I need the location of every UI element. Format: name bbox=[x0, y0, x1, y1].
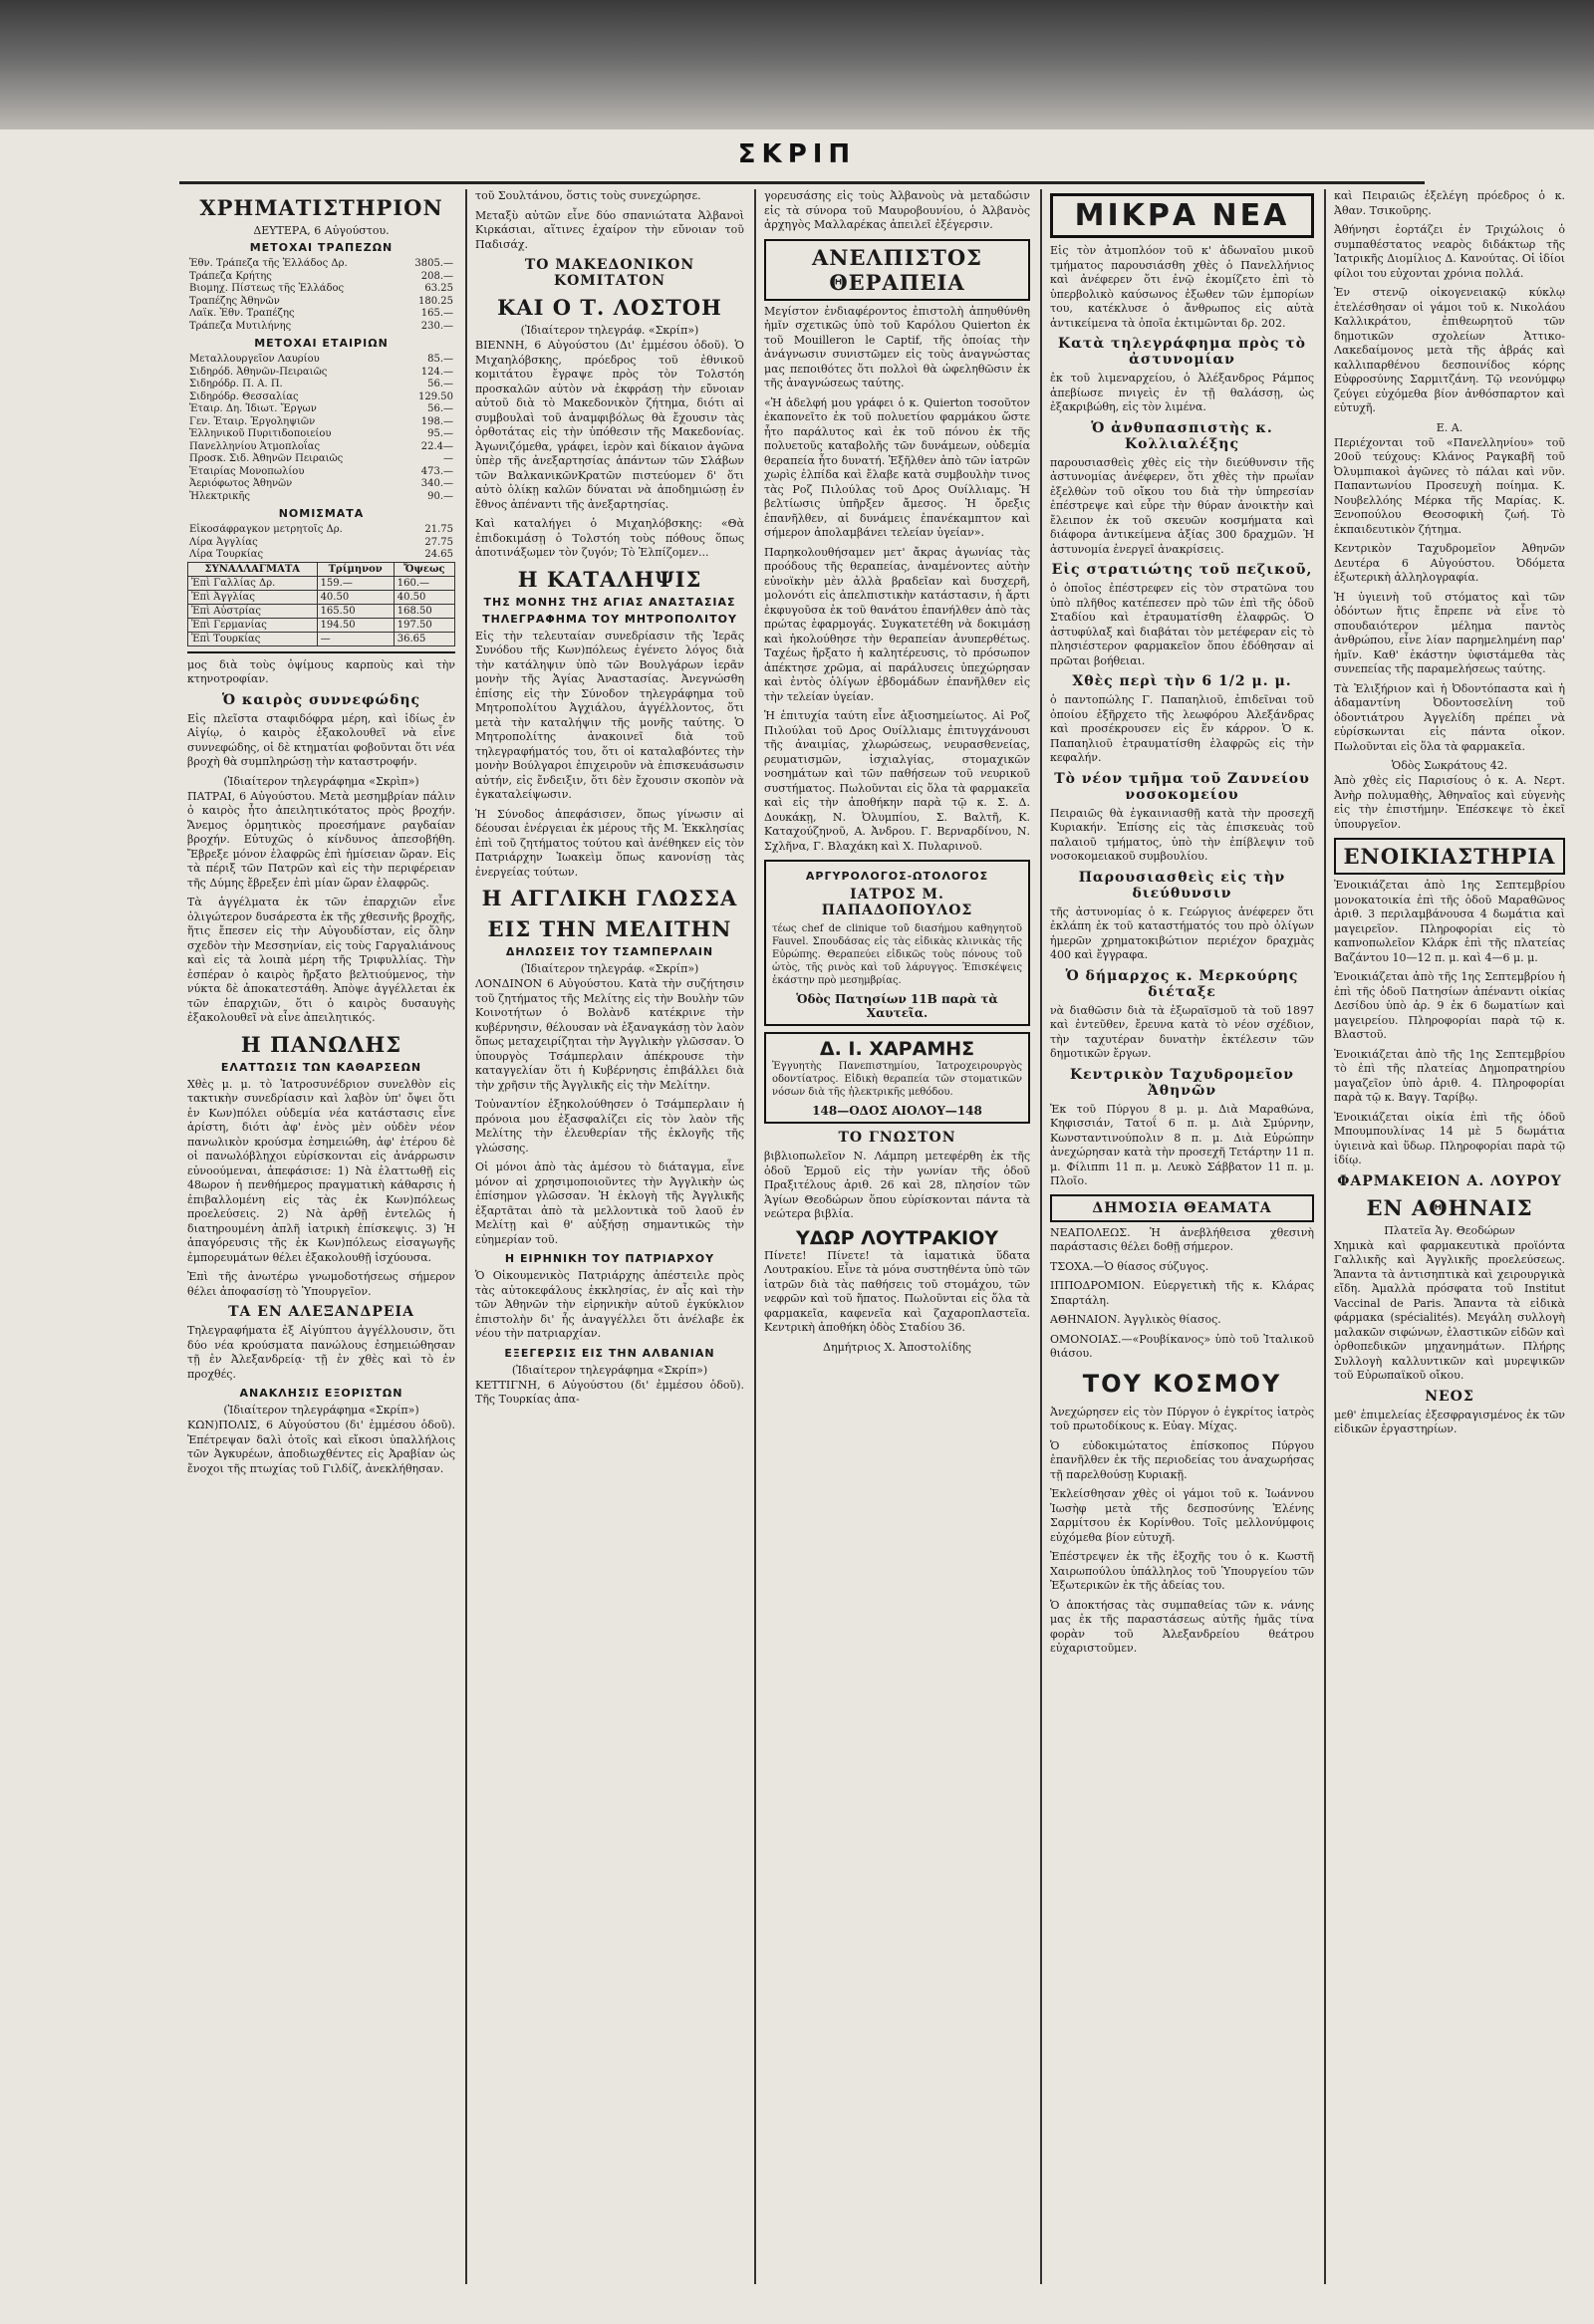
ad-address: Ὁδὸς Πατησίων 11Β παρὰ τὰ Χαυτεῖα. bbox=[796, 992, 998, 1020]
article-text: Ἐπέστρεψεν ἐκ τῆς ἐξοχῆς του ὁ κ. Κωστῆ Χαιρωπούλου ὑπάλληλος τοῦ Ὑπουργείου τῶν Ἐξωτερικῶν ἐκ τῆς ἀδείας του. bbox=[1050, 1550, 1314, 1592]
scanned-top-margin bbox=[0, 0, 1594, 129]
item-value: 27.75 bbox=[424, 536, 453, 548]
item-name: Ἠλεκτρικῆς bbox=[189, 490, 250, 502]
fx-sight: 36.65 bbox=[394, 632, 454, 646]
article-text: Ἀθήνησι ἑορτάζει ἐν Τριχώλοις ὁ συμπαθέστατος νεαρὸς διδάκτωρ τῆς Ἰατρικῆς Διομίλιος Δ. Κανούτας. Οἱ ἰδίοι φίλοι του εὐχονται χρόνια πολλά. bbox=[1334, 223, 1565, 280]
bank-row bbox=[187, 296, 455, 309]
fx-three-month: 165.50 bbox=[317, 604, 394, 618]
pharmacy-city: ΕΝ ΑΘΗΝΑΙΣ bbox=[1366, 1194, 1533, 1220]
coins-table bbox=[187, 524, 455, 562]
theatres-list bbox=[1050, 1226, 1314, 1362]
subheading: Ὁ ἀνθυπασπιστὴς κ. Κολλιαλέξης bbox=[1091, 419, 1273, 452]
coin-row bbox=[187, 537, 455, 550]
pharmacy-heading: ΦΑΡΜΑΚΕΙΟΝ Α. ΛΟΥΡΟΥ bbox=[1337, 1172, 1562, 1189]
company-row bbox=[187, 453, 455, 466]
article-text: Ὁ ἀποκτήσας τὰς συμπαθείας τῶν κ. νάνης μας ἐκ τῆς παραστάσεως αὐτῆς ἡμᾶς τίνα φορὰν τοῦ Ἀλεξανδρείου θεάτρου εὐχαριστοῦμεν. bbox=[1050, 1598, 1314, 1655]
item-name: Ἑταιρίας Μονοπωλίου bbox=[189, 465, 305, 477]
society-heading: ΤΟΥ ΚΟΣΜΟΥ bbox=[1082, 1369, 1282, 1398]
item-name: Βιομηχ. Πίστεως τῆς Ἑλλάδος bbox=[189, 283, 345, 294]
company-row bbox=[187, 416, 455, 429]
item-name: Λίρα Τουρκίας bbox=[189, 549, 264, 560]
byline: (Ἰδιαίτερον τηλεγράφημα «Σκρὶπ») bbox=[223, 774, 419, 788]
stock-exchange-date: ΔΕΥΤΕΡΑ, 6 Αὐγούστου. bbox=[253, 224, 390, 237]
plague-subheading: ΕΛΑΤΤΩΣΙΣ ΤΩΝ ΚΑΘΑΡΣΕΩΝ bbox=[220, 1060, 422, 1074]
subheading: Χθὲς περὶ τὴν 6 1/2 μ. μ. bbox=[1072, 673, 1292, 689]
rentals-list bbox=[1334, 879, 1565, 1168]
article-text: Ἐν στενῷ οἰκογενειακῷ κύκλῳ ἐτελέσθησαν οἱ γάμοι τοῦ κ. Νικολάου Καλλικράτου, ἐπιθεωρητοῦ τῶν δημοτικῶν σχολείων Ἀττικο-Λακεδαίμονος μετὰ τῆς ἀβράς καὶ καλλιπαρθένου δεσποινίδος κόρης Εὐφροσύνης Σαρμιτζάνη. Τῷ νεονύμφῳ ζεύγει εὐχόμεθα βίον ἀνθόσπαρτον καὶ εὐτυχῆ. bbox=[1334, 286, 1565, 414]
patriarch-heading: Η ΕΙΡΗΝΙΚΗ ΤΟΥ ΠΑΤΡΙΑΡΧΟΥ bbox=[504, 1252, 715, 1265]
article-text: μος διὰ τοὺς ὀψίμους καρποὺς καὶ τὴν κτηνοτροφίαν. bbox=[187, 657, 455, 685]
fx-sight: 197.50 bbox=[394, 618, 454, 632]
item-name: Τραπέζης Ἀθηνῶν bbox=[189, 295, 280, 307]
article-text: «Ἡ ἀδελφή μου γράφει ὁ κ. Quierton τοσοῦτον ἐκαπονεῖτο ἐκ τοῦ πολυετίου φαρμάκου ὥστε ἦτο παράλυτος καὶ ἐκ τοῦ πόνου ἐκ τῆς πολυετοῦς καταβολῆς τῶν δυνάμεων, οὐδεμία θεραπεία ἦτο δυνατή. Ἐξῆλθεν ἀπὸ τῶν ἰατρῶν χωρὶς ἐλπίδα καὶ ἔλαβε κατὰ συμβουλὴν τινος τὰς Ροζ Πιλούλας τοῦ Δρος Ουίλλιαμς. Ἡ βελτίωσις ὑπῆρξεν ἄμεσος. Ἡ ὄρεξις ἐπανῆλθεν, αἱ δυνάμεις ἐπανέκαμπτον καὶ σήμερον ἀπολαμβάνει τελείαν ὑγείαν». bbox=[764, 395, 1030, 539]
exiles-heading: ΑΝΑΚΛΗΣΙΣ ΕΞΟΡΙΣΤΩΝ bbox=[239, 1387, 403, 1400]
subheading: Κατὰ τηλεγράφημα πρὸς τὸ ἀστυνομίαν bbox=[1057, 336, 1307, 368]
item-value: 22.4— bbox=[420, 440, 453, 452]
fx-three-month: 40.50 bbox=[317, 590, 394, 604]
dentist-advertisement bbox=[764, 1032, 1030, 1124]
item-name: Γεν. Ἑταιρ. Ἐργοληψιῶν bbox=[189, 415, 316, 427]
macedonian-committee-heading: ΤΟ ΜΑΚΕΔΟΝΙΚΟΝ ΚΟΜΙΤΑΤΟΝ bbox=[524, 257, 695, 289]
fx-sight: 160.— bbox=[394, 576, 454, 590]
article-text: Χημικὰ καὶ φαρμακευτικὰ προϊόντα Γαλλικῆς καὶ Ἀγγλικῆς προελεύσεως. Ἅπαντα τὰ ἀντισηπτικὰ καὶ χειρουργικὰ εἴδη. Ἀμαλλὰ πρόσφατα τοῦ Institut Vaccinal de Paris. Ἅπαντα τὰ εἰδικὰ φάρμακα (spécialités). Μεγάλη συλλογὴ μαλακῶν σιφώνων, ἐλαστικῶν εἰδῶν καὶ ὀρθοπεδικῶν μηχανημάτων. Πλήρης Συλλογὴ καλλυντικῶν καὶ μυρεψικῶν τοῦ Εὐρωπαϊκοῦ οἴκου. bbox=[1334, 1238, 1565, 1382]
short-news-heading: ΜΙΚΡΑ ΝΕΑ bbox=[1050, 193, 1314, 238]
item-name: Μεταλλουργεῖον Λαυρίου bbox=[189, 354, 320, 365]
article-text: ὁ παντοπώλης Γ. Παπαηλιοῦ, ἐπιδεῖναι τοῦ ὀποίου ἐξῆρχετο τῆς λεωφόρου Ἀλεξάνδρας καὶ προσέκρουσεν εἰς ἕν κάρρον. Ὁ κ. Παπαηλιοῦ ἐτραυματίσθη ἐλαφρῶς εἰς τὴν κεφαλήν. bbox=[1050, 693, 1314, 764]
article-text: γορευσάσης εἰς τοὺς Ἀλβανοὺς νὰ μεταδώσιν εἰς τὰ σύνορα τοῦ Μαυροβουνίου, ὁ Ἀλβανὸς ἀρχηγὸς Μαλλαρέκας ἀπειλεῖ ἐξέγερσιν. bbox=[764, 189, 1030, 231]
column-5 bbox=[1324, 189, 1573, 2284]
ad-address: 148—ΟΔΟΣ ΑΙΟΛΟΥ—148 bbox=[812, 1104, 982, 1118]
subheading: ΝΕΟΣ bbox=[1425, 1388, 1474, 1405]
theatre-listing: ΑΘΗΝΑΙΟΝ. Ἀγγλικὸς θίασος. bbox=[1050, 1313, 1221, 1326]
article-text: ΛΟΝΔΙΝΟΝ 6 Αὐγούστου. Κατὰ τὴν συζήτησιν τοῦ ζητήματος τῆς Μελίτης εἰς τὴν Βουλὴν τῶν Κοινοτήτων ὁ Βολὰνδ κατέκρινε τὴν κυβέρνησιν, θέλουσαν νὰ ἐξαναγκάσῃ τὸν λαὸν ὅπως μεταχειρίζηται τὴν Ἀγγλικὴν γλῶσσαν. Ὁ ὑπουργὸς Τσάμπερλαιν ἀπέκρουσε τὴν καταγγελίαν ὅτι ἡ Κυβέρνησις ἐπιβάλλει διὰ τὴν χρῆσιν τῆς Ἀγγλικῆς εἰς τὴν Μελίτην. bbox=[475, 977, 744, 1092]
item-value: 129.50 bbox=[418, 390, 453, 402]
item-value: 56.— bbox=[427, 379, 453, 389]
article-text: Παρηκολουθήσαμεν μετ' ἄκρας ἀγωνίας τὰς προόδους τῆς θεραπείας, ἀναμένοντες αὐτὴν εὐνοϊκὴν μὲν ἀλλὰ βραδεῖαν καὶ δυσχερῆ, μολονότι εἰς ἀπελπιστικὴν κατάστασιν, ἡ ἄρτι ἐκφυγοῦσα ἐκ τοῦ θανάτου ἐπανήλθεν ἀπὸ τὰς πρώτας ἐφαρμογάς. Συγκατετέθη νὰ δοκιμάσῃ καὶ ἠκολούθησε τὴν θεραπείαν ἀνυπερθέτως. Ταχέως ἤρξατο ἡ καλητέρευσις, τὸ πρόσωπον ἀπέκτησε χρῶμα, αἱ παράλυσεις ὑπεχώρησαν καὶ ἐντὸς ὀλίγων ἑβδομάδων ἐπανῆλθεν εἰς τὴν τελείαν ὑγείαν. bbox=[764, 545, 1030, 703]
fx-currency: Ἐπὶ Τουρκίας bbox=[188, 632, 318, 646]
rental-listing: Ἐνοικιάζεται ἀπὸ τῆς 1ης Σεπτεμβρίου ἡ ἐπὶ τῆς ὁδοῦ Πατησίων ἀπέναντι οἰκίας Δεσίδου ὑπὸ ἀρ. 9 ἐκ 6 δωματίων καὶ μαγειρείου. Πληροφορίαι παρὰ τῷ κ. Βλαστοῦ. bbox=[1334, 970, 1565, 1041]
malta-heading: ΕΙΣ ΤΗΝ ΜΕΛΙΤΗΝ bbox=[487, 916, 732, 941]
bookshop-heading: ΤΟ ΓΝΩΣΤΟΝ bbox=[838, 1130, 956, 1146]
item-value: 165.— bbox=[420, 308, 453, 319]
article-text: Ἡ ἐπιτυχία ταύτη εἶνε ἀξιοσημείωτος. Αἱ Ροζ Πιλούλαι τοῦ Δρος Ουίλλιαμς ἐπιτυγχάνουσι τῆς ἀναιμίας, χλωρώσεως, νευρασθενείας, ρευματισμῶν, ἰσχιαλγίας, στομαχικῶν νοσημάτων καὶ τῶν παθήσεων τοῦ νευρικοῦ συστήματος. Πωλοῦνται εἰς ὅλα τὰ φαρμακεῖα καὶ εἰς τὴν ἀποθήκην παρὰ τῷ κ. Σ. Δ. Δουκάκῃ, Ν. Ὀλυμπίου, Σ. Βαλτῆ, Κ. Καταχούζηνοῦ, Α. Ἀνδρου. Γ. Βερναρδίνου, Ν. Σχλῆνα, Γ. Βλαχάκη καὶ Χ. Πυλαρινοῦ. bbox=[764, 709, 1030, 853]
item-name: Ἑταιρ. Δη. Ἰδιωτ. Ἔργων bbox=[189, 403, 317, 414]
theatre-listing: ΟΜΟΝΟΙΑΣ.—«Ρουβίκανος» ὑπὸ τοῦ Ἰταλικοῦ θιάσου. bbox=[1050, 1332, 1314, 1360]
signature: Δημήτριος Χ. Ἀποστολίδης bbox=[823, 1340, 971, 1354]
item-value: 90.— bbox=[427, 490, 453, 502]
exchange-table bbox=[187, 562, 455, 646]
public-shows-heading: ΔΗΜΟΣΙΑ ΘΕΑΜΑΤΑ bbox=[1050, 1194, 1314, 1222]
item-value: 95.— bbox=[427, 428, 453, 439]
item-value: 85.— bbox=[427, 354, 453, 365]
item-name: Λαϊκ. Ἐθν. Τραπέζης bbox=[189, 308, 295, 319]
signature: Ε. Α. bbox=[1436, 420, 1463, 434]
article-text: βιβλιοπωλεῖον Ν. Λάμπρη μετεφέρθη ἐκ τῆς ὁδοῦ Ἑρμοῦ εἰς τὴν γωνίαν τῆς ὁδοῦ Πραξιτέλους ἀριθ. 26 καὶ 28, πλησίον τῶν Ἁγίων Θεοδώρων ὅπου εὑρίσκονται πάντα τὰ νεώτερα βιβλία. bbox=[764, 1150, 1030, 1220]
ad-dentist-name: Δ. Ι. ΧΑΡΑΜΗΣ bbox=[819, 1038, 975, 1060]
column-3 bbox=[754, 189, 1038, 2284]
subheading: Παρουσιασθεὶς εἰς τὴν διεύθυνσιν bbox=[1078, 869, 1286, 902]
masthead-rule bbox=[179, 181, 1425, 184]
article-text: Εἰς τὴν τελευταίαν συνεδρίασιν τῆς Ἱερᾶς Συνόδου τῆς Κων)πόλεως ἐγένετο λόγος διὰ τὴν κατάληψιν ὑπὸ τῶν Βουλγάρων ἱερᾶν μονὴν τῆς Ἁγίας Ἀναστασίας. Ἀνεγνώσθη ἐπίσης εἰς τὴν Σύνοδον τηλεγράφημα τοῦ Μητροπολίτου Ἀγχιάλου, ἀγγέλλοντος, ὅτι μετὰ τὴν καταλήψιν τῆς μονῆς ταύτης. Ὁ Μητροπολίτης ἀνακοινεῖ διὰ τοῦ τηλεγραφήματός του, ὅτι οἱ καταλαβόντες τὴν μονὴν Βούλγαροι ἐπιχειροῦν νὰ ἐπισκευάσωσιν αὐτήν, εἰς ἔνδειξιν, ὅτι δὲν ἔχουσιν σκοπὸν νὰ ἐγκαταλείψωσιν. bbox=[475, 629, 744, 801]
company-row bbox=[187, 466, 455, 479]
item-name: Σιδηρόδρ. Π. Α. Π. bbox=[189, 379, 283, 389]
article-text: Μεταξὺ αὐτῶν εἶνε δύο σπανιώτατα Ἀλβανοὶ Κιρκάσιαι, αἵτινες ἐχαίρον τὴν εὔνοιαν τοῦ Παδισάχ. bbox=[475, 208, 744, 251]
albania-heading: ΕΞΕΓΕΡΣΙΣ ΕΙΣ ΤΗΝ ΑΛΒΑΝΙΑΝ bbox=[504, 1346, 715, 1360]
article-text: ΠΑΤΡΑΙ, 6 Αὐγούστου. Μετὰ μεσημβρίαν πάλιν ὁ καιρὸς ἦτο ἀπειλητικότατος πρὸς βροχήν. Ἄνεμος ὁρμητικὸς προεσήμανε ραγδαίαν βροχήν. Εὐτυχῶς ὁ κίνδυνος ἀπεσοβήθη. Ἔβρεξε μόνον ἐλαφρῶς ἐπὶ ἡμίσειαν ὥραν. Εἰς τὰ πέριξ τῶν Πατρῶν καὶ εἰς τὴν περιφέρειαν τῆς Δύμης ἔβρεξεν ἐπὶ μίαν ὥραν ἐλαφρῶς. bbox=[187, 789, 455, 890]
chamberlain-subheading: ΔΗΛΩΣΕΙΣ ΤΟΥ ΤΣΑΜΠΕΡΛΑΙΝ bbox=[505, 945, 714, 958]
subheading: Κεντρικὸν Ταχυδρομεῖον Ἀθηνῶν bbox=[1070, 1066, 1294, 1099]
article-text: ΒΙΕΝΝΗ, 6 Αὐγούστου (Δι' ἐμμέσου ὁδοῦ). Ὁ Μιχαηλόβσκης, πρόεδρος τοῦ ἐθνικοῦ κομιτάτου ἔγραψε πρὸς τὸν Τολστόη προσκαλῶν αὐτὸν νὰ ἐκφράσῃ τὴν εὔνοιαν αὐτοῦ διὰ τὸ Μακεδονικὸν ζήτημα, διότι αἱ συμβουλαὶ τοῦ ἀναμφιβόλως θὰ ἔχουσιν τὰς ὀρθοτάτας εἰς τὴν ὑπόθεσιν τῆς Μακεδονίας. Ἀγωνιζόμεθα, γράφει, ἱερὸν καὶ δίκαιον ἀγῶνα ὑπὲρ τῆς ἀνεξαρτησίας ἁπάντων τῶν Σλάβων τῶν ΒαλκανικῶνΚρατῶν πιστεύομεν δ' ὅτι αὐτὸ ὀλίκῃ καλῶν δύναται νὰ ἀποδημιώσῃ ἐν ἔθνος ἀπέναντι τῆς ἀνεξαρτησίας. bbox=[475, 339, 744, 511]
article-text: Περιέχονται τοῦ «Πανελληνίου» τοῦ 20οῦ τεύχους: Κλάνος Ραγκαβῆ τοῦ Ὀλυμπιακοὶ ἀγῶνες τὸ πάλαι καὶ νῦν. Παπαντωνίου Προσευχὴ ποίημα. Κ. Νουβελλόης Μέρκα τῆς Μαρίας. Κ. Ξενοπούλου Θεοσοφικὴ ζωή. Τὸ ἐκπαιδευτικὸν ζήτημα. bbox=[1334, 435, 1565, 536]
company-shares-table bbox=[187, 354, 455, 503]
fx-row bbox=[188, 618, 455, 632]
company-row bbox=[187, 403, 455, 416]
bank-row bbox=[187, 271, 455, 284]
company-row bbox=[187, 354, 455, 367]
item-value: 473.— bbox=[420, 465, 453, 477]
item-value: 180.25 bbox=[418, 295, 453, 307]
subheading: Τὸ νέον τμῆμα τοῦ Ζαννείου νοσοκομείου bbox=[1054, 770, 1310, 803]
byline: (Ἰδιαίτερον τηλεγράφημα «Σκρίπ») bbox=[223, 1404, 419, 1417]
article-text: καὶ Πειραιῶς ἐξελέγη πρόεδρος ὁ κ. Ἀθαν. Τσικοῦρης. bbox=[1334, 189, 1565, 217]
column-4 bbox=[1040, 189, 1322, 2284]
article-text: Τὰ ἀγγέλματα ἐκ τῶν ἐπαρχιῶν εἶνε ὀλιγώτερον δυσάρεστα ἐκ τῆς χθεσινῆς βροχῆς, ἥτις ἔπεσεν εἰς τὴν Αὐγουδίσταν, εἰς ὅλην σχεδὸν τὴν Μεσσηνίαν, εἰς τοὺς Γαργαλιάνους καὶ εἰς τὰ λοιπὰ μέρη τῆς Τριφυλλίας. Τὴν ἑσπέραν ὁ καιρὸς ἤρξατο βελτιούμενος, τὴν νύκτα δὲ ἀποκατεστάθη. Ἀπὸψε ἀγγέλλεται ἐκ τῶν ἐπαρχιῶν, ὅτι ὁ καιρὸς δυσαυγὴς ἐξακολουθεῖ νὰ εἶνε ἀπειλητικός. bbox=[187, 896, 455, 1024]
fx-row bbox=[188, 632, 455, 646]
item-name: Τράπεζα Μυτιλήνης bbox=[189, 320, 292, 332]
article-text: τοῦ Σουλτάνου, ὅστις τοὺς συνεχώρησε. bbox=[475, 189, 701, 202]
item-value: 340.— bbox=[420, 478, 453, 489]
article-text: Τοὐναντίον ἐξηκολούθησεν ὁ Τσάμπερλαιν ἡ πρόνοια μου ἐξασφαλίζει εἰς τὸν λαὸν τῆς Μελίτης τὴν ἐλευθερίαν τῆς ἐκλογῆς τῆς γλώσσης. bbox=[475, 1098, 744, 1155]
fx-row bbox=[188, 576, 455, 590]
company-row bbox=[187, 478, 455, 491]
item-value: 56.— bbox=[427, 403, 453, 414]
article-text: Τὰ Ἐλιξήριον καὶ ἡ Ὀδοντόπαστα καὶ ἡ ἀδαμαντίνη Ὀδοντοσελίνη τοῦ ὀδοντιάτρου Ἀγγελίδη πρέπει νὰ εὑρίσκωνται εἰς πάντα οἶκον. Πωλοῦνται εἰς ὅλα τὰ φαρμακεῖα. bbox=[1334, 681, 1565, 753]
item-name: Σιδηρόδρ. Θεσσαλίας bbox=[189, 390, 299, 402]
pharmacy-address: Πλατεῖα Ἁγ. Θεοδώρων bbox=[1384, 1223, 1515, 1237]
item-value: 63.25 bbox=[424, 283, 453, 294]
company-shares-heading: ΜΕΤΟΧΑΙ ΕΤΑΙΡΙΩΝ bbox=[254, 337, 389, 350]
fx-header: Ὄψεως bbox=[394, 562, 454, 576]
monastery-subheading: ΤΗΣ ΜΟΝΗΣ ΤΗΣ ΑΓΙΑΣ ΑΝΑΣΤΑΣΙΑΣ bbox=[483, 595, 736, 609]
alexandria-heading: ΤΑ ΕΝ ΑΛΕΞΑΝΔΡΕΙΑ bbox=[228, 1304, 414, 1320]
article-text: Εἰς πλεῖστα σταφιδόφρα μέρη, καὶ ἰδίως ἐν Αἰγίῳ, ὁ καιρὸς ἐξακολουθεῖ νὰ εἶνε συννεφώδης, οἱ δὲ κτηματίαι φοβοῦνται ὅτι νέα βροχὴ θὰ συμπληρώσῃ τὴν καταστροφήν. bbox=[187, 711, 455, 768]
item-name: Ἑλληνικοῦ Πυριτιδοποιείου bbox=[189, 428, 332, 439]
company-row bbox=[187, 391, 455, 404]
subheading: Εἰς στρατιώτης τοῦ πεζικοῦ, bbox=[1051, 562, 1313, 578]
stock-exchange-title: ΧΡΗΜΑΤΙΣΤΗΡΙΟΝ bbox=[199, 195, 443, 220]
item-name: Λίρα Ἀγγλίας bbox=[189, 536, 258, 548]
fx-header: ΣΥΝΑΛΛΑΓΜΑΤΑ bbox=[188, 562, 318, 576]
fx-three-month: 194.50 bbox=[317, 618, 394, 632]
rental-listing: Ἐνοικιάζεται οἰκία ἐπὶ τῆς ὁδοῦ Μπουμπουλίνας 14 μὲ 5 δωμάτια ὑγιεινὰ καὶ ὕδωρ. Πληροφορίαι παρὰ τῷ ἰδίῳ. bbox=[1334, 1110, 1565, 1166]
fx-currency: Ἐπὶ Γερμανίας bbox=[188, 618, 318, 632]
company-row bbox=[187, 428, 455, 441]
item-name: Σιδηρόδ. Ἀθηνῶν-Πειραιῶς bbox=[189, 366, 328, 378]
article-text: νὰ διαθῶσιν διὰ τὰ ἐξωραϊσμοῦ τὰ τοῦ 1897 καὶ ἐντεῦθεν, ἔρευνα κατὰ τὸ νέον σχέδιον, τὴν ταχυτέραν δυνατὴν ἐκτέλεσιν τῶν δημοτικῶν ἔργων. bbox=[1050, 1003, 1314, 1060]
ad-title: ΑΡΓΥΡΟΛΟΓΟΣ-ΩΤΟΛΟΓΟΣ bbox=[805, 870, 989, 883]
byline: (Ἰδιαίτερον τηλεγράφ. «Σκρίπ») bbox=[520, 324, 699, 337]
rental-listing: Ἐνοικιάζεται ἀπὸ τῆς 1ης Σεπτεμβρίου τὸ ἐπὶ τῆς πλατείας Δημοπρατηρίου μαγαζεῖον ὑπὸ ἀριθ. 4. Πληροφορίαι παρὰ τῷ κ. Βαγγ. Ταρίβῳ. bbox=[1334, 1047, 1565, 1104]
ad-text: τέως chef de clinique τοῦ διασήμου καθηγητοῦ Fauvel. Σπουδάσας εἰς τὰς εἰδικὰς κλινικὰς τῆς Εὐρώπης. Θεραπεύει εἰδικῶς τοὺς πόνους τοῦ ὠτὸς, τῆς ρινὸς καὶ τοῦ λάρυγγος. Ἐπισκέψεις ἑκάστην πρὸ μεσημβρίας. bbox=[772, 923, 1022, 986]
article-text: τῆς ἀστυνομίας ὁ κ. Γεώργιος ἀνέφερεν ὅτι ἐκλάπη ἐκ τοῦ καταστήματός του πρὸ ὀλίγων ἡμερῶν χρηματοκιβώτιον περιέχον δραχμὰς 400 καὶ ἔγγραφα. bbox=[1050, 904, 1314, 961]
ad-text: Ἐγγυητὴς Πανεπιστημίου, Ἰατροχειρουργὸς οδοντίατρος. Εἰδικὴ θεραπεία τῶν στοματικῶν νόσων διὰ τῆς ἠλεκτρικῆς μεθόδου. bbox=[772, 1061, 1022, 1098]
article-text: Ἐπὶ τῆς ἀνωτέρω γνωμοδοτήσεως σήμερον θέλει ἀποφασίσῃ τὸ Ὑπουργεῖον. bbox=[187, 1270, 455, 1298]
doctor-advertisement bbox=[764, 860, 1030, 1026]
fx-currency: Ἐπὶ Ἀγγλίας bbox=[188, 590, 318, 604]
fx-currency: Ἐπὶ Αὐστρίας bbox=[188, 604, 318, 618]
article-text: Μεγίστον ἐνδιαφέροντος ἐπιστολὴ ἀπηυθύνθη ἡμῖν σχετικῶς ὑπὸ τοῦ Καρόλου Quierton ἐκ τοῦ Mouilleron le Captif, τῆς ὁποίας τὴν ἀνάγνωσιν συνιστῶμεν εἰς τοὺς ἀναγνώστας μας πεποιθότες ὅτι πολλοὶ θὰ ὠφεληθῶσιν ἐκ τῆς ἀναγνώσεως ταύτης. bbox=[764, 304, 1030, 389]
fx-three-month: 159.— bbox=[317, 576, 394, 590]
article-text: ἐκ τοῦ λιμεναρχείου, ὁ Ἀλέξανδρος Ράμπος ἀπεβίωσε πνιγεὶς ἐν τῇ θαλάσσῃ, ὡς ἐξακριβώθη, εἰς τὸν λιμένα. bbox=[1050, 372, 1314, 413]
article-text: Ἀνεχώρησεν εἰς τὸν Πύργον ὁ ἐγκρίτος ἰατρὸς τοῦ πρωτοδίκους κ. Εὐαγ. Μίχας. bbox=[1050, 1405, 1314, 1432]
item-name: Πανελληνίου Ἀτμοπλοΐας bbox=[189, 440, 321, 452]
article-text: Πειραιῶς θὰ ἐγκαινιασθῇ κατὰ τὴν προσεχῆ Κυριακήν. Ἐπίσης εἰς τὰς ἐπισκευὰς τοῦ παλαιοῦ τμήματος, ὑπὸ τὴν ἐπίβλεψιν τοῦ νοσοκομειακοῦ συμβουλίου. bbox=[1050, 806, 1314, 863]
rental-listing: Ἐνοικιάζεται ἀπὸ 1ης Σεπτεμβρίου μονοκατοικία ἐπὶ τῆς ὁδοῦ Μαραθῶνος ἀριθ. 3 περιλαμβάνουσα 4 δωμάτια καὶ μαγειρεῖον. Πληροφορίαι εἰς τὸ καπνοπωλεῖον Κλάρκ ἐπὶ τῆς πλατείας Βαζάντου 10—12 π. μ. καὶ 4—6 μ. μ. bbox=[1334, 879, 1565, 964]
bank-row bbox=[187, 308, 455, 321]
item-name: Ἐθν. Τράπεζα τῆς Ἑλλάδος Δρ. bbox=[189, 258, 348, 269]
company-row bbox=[187, 491, 455, 504]
item-value: 124.— bbox=[420, 366, 453, 378]
bank-row bbox=[187, 258, 455, 271]
bank-row bbox=[187, 321, 455, 334]
fx-row bbox=[188, 604, 455, 618]
bank-shares-table bbox=[187, 258, 455, 333]
fx-sight: 40.50 bbox=[394, 590, 454, 604]
company-row bbox=[187, 379, 455, 391]
article-text: μεθ' ἐπιμελείας ἐξεσφραγισμένος ἐκ τῶν εἰδικῶν ἐργαστηρίων. bbox=[1334, 1408, 1565, 1435]
ad-doctor-name: ΙΑΤΡΟΣ Μ. ΠΑΠΑΔΟΠΟΥΛΟΣ bbox=[821, 887, 973, 918]
subheading: Ὁ δήμαρχος κ. Μερκούρης διέταξε bbox=[1065, 967, 1299, 1000]
article-text: Τηλεγραφήματα ἐξ Αἰγύπτου ἀγγέλλουσιν, ὅτι δύο νέα κρούσματα πανώλους ἐσημειώθησαν τῇ ἐν Ἀλεξανδρείᾳ· τῇ ἐν χθὲς καὶ τὸ ἐν προχθές. bbox=[187, 1324, 455, 1381]
signature: Ὁδὸς Σωκράτους 42. bbox=[1391, 759, 1508, 772]
item-name: Τράπεζα Κρήτης bbox=[189, 270, 272, 282]
coin-row bbox=[187, 524, 455, 537]
article-text: ὁ ὁποῖος ἐπέστρεφεν εἰς τὸν στρατῶνα του ὑπὸ πλῆθος κατέπεσεν πρὸ τῶν ἐπὶ τῆς ὁδοῦ Σταδίου καὶ ἐτραυματίσθη ἐλαφρῶς. Ὁ ἀστυφύλαξ καὶ διαβάται τὸν μετέφεραν εἰς τὸ πλησιέστερον φαρμακεῖον ὅπου ἐδόθησαν αἱ πρῶται βοήθειαι. bbox=[1050, 582, 1314, 667]
fx-row bbox=[188, 590, 455, 604]
metropolitan-subheading: ΤΗΛΕΓΡΑΦΗΜΑ ΤΟΥ ΜΗΤΡΟΠΟΛΙΤΟΥ bbox=[482, 612, 737, 626]
article-text: Κεντρικὸν Ταχυδρομεῖον Ἀθηνῶν Δευτέρα 6 Αὐγούστου. Ὀδόμετα ἐξωτερικὴ ἀλληλογραφία. bbox=[1334, 542, 1565, 584]
rentals-heading: ΕΝΟΙΚΙΑΣΤΗΡΙΑ bbox=[1334, 838, 1565, 875]
subheading: Ὁ καιρὸς συννεφώδης bbox=[221, 691, 421, 708]
article-text: Οἱ μόνοι ἀπὸ τὰς ἀμέσου τὸ διάταγμα, εἶνε μόνον αἱ χρησιμοποιοῦντες τὴν Ἀγγλικὴν ὡς ἐπίσημον γλῶσσαν. Ἡ ἐκλογὴ τῆς Ἀγγλικῆς ἐξαρτᾶται ἀπὸ τὰ μελλοντικὰ τοῦ λαοῦ ἐν Μελίτῃ καὶ θ' αὐξήσῃ σημαντικῶς τὴν εὐημερίαν τοῦ. bbox=[475, 1161, 744, 1246]
bank-shares-heading: ΜΕΤΟΧΑΙ ΤΡΑΠΕΖΩΝ bbox=[249, 241, 394, 254]
item-value: — bbox=[443, 453, 453, 464]
article-text: Ἀπὸ χθὲς εἰς Παρισίους ὁ κ. Α. Νερτ. Ἀνὴρ πολυμαθὴς, Ἀθηναῖος καὶ εὐγενὴς εἰς τὴν ἐπιστήμην. Ἐπέσκεψε τὸ ἐκεῖ ὑπουργεῖον. bbox=[1334, 774, 1565, 831]
plague-heading: Η ΠΑΝΩΛΗΣ bbox=[240, 1031, 402, 1057]
article-text: Ἡ Σύνοδος ἀπεφάσισεν, ὅπως γίνωσιν αἱ δέουσαι ἐνέργειαι ἐκ μέρους τῆς Μ. Ἐκκλησίας ἐπὶ τοῦ ζητήματος τούτου καὶ ἀνέθηκεν εἰς τὸν Πατριάρχην Ἰωακεὶμ ὅπως κανονίσῃ τὰς ἐνεργείας τούτων. bbox=[475, 807, 744, 879]
item-value: 208.— bbox=[420, 270, 453, 282]
article-text: Εἰς τὸν ἀτμοπλόον τοῦ κ' ἀδωναῖου μικοῦ τμήματος παρουσιάσθη χθὲς ὁ Πανελλήνιος καὶ ἀνέφερεν ὅτι ἐνῷ ἐκομίζετο ἐπὶ τὸ ὑπερβολικὸ καύσωνος ἐξωθεν τῶν ἐμπορίων του, κατέκλυσε ὁ ἄνθρωπος εἰς αὐτὰ ἀντικείμενα τὰ ὁποῖα ἐκτιμῶνται δρ. 202. bbox=[1050, 244, 1314, 330]
coins-heading: ΝΟΜΙΣΜΑΤΑ bbox=[278, 507, 365, 520]
column-1 bbox=[179, 189, 463, 2284]
company-row bbox=[187, 367, 455, 380]
article-text: Πίνετε! Πίνετε! τὰ ἰαματικὰ ὕδατα Λουτρακίου. Εἶνε τὰ μόνα συστηθέντα ὑπὸ τῶν ἰατρῶν διὰ τὰς παθήσεις τοῦ στομάχου, τῶν νεφρῶν καὶ τοῦ ἥπατος. Πωλοῦνται εἰς ὅλα τὰ φαρμακεῖα, καφενεῖα καὶ ζαχαροπλαστεῖα. Κεντρικὴ ἀποθήκη ὁδὸς Σταδίου 36. bbox=[764, 1248, 1030, 1334]
coin-row bbox=[187, 549, 455, 562]
theatre-listing: ΙΠΠΟΔΡΟΜΙΟΝ. Εὐεργετικὴ τῆς κ. Κλάρας Σπαρτάλη. bbox=[1050, 1279, 1314, 1307]
article-text: Ὁ Οἰκουμενικὸς Πατριάρχης ἀπέστειλε πρὸς τὰς αὐτοκεφάλους ἐκκλησίας, ἐν αἷς καὶ τὴν τῶν Ἀθηνῶν τὴν εἰρηνικὴν αὐτοῦ ἐγκύκλιον ἐπιστολὴν δι' ἧς ἀναγγέλλει ὅτι ἀνέλαβε ἐκ νέου τὴν πατριαρχίαν. bbox=[475, 1269, 744, 1340]
unexpected-cure-heading: ΑΝΕΛΠΙΣΤΟΣ ΘΕΡΑΠΕΙΑ bbox=[764, 239, 1030, 301]
article-text: ΚΕΤΤΙΓΝΗ, 6 Αὐγούστου (δι' ἐμμέσου ὁδοῦ). Τῆς Τουρκίας ἀπα- bbox=[475, 1378, 744, 1406]
theatre-listing: ΤΣΟΧΑ.—Ὁ θίασος σύζυγος. bbox=[1050, 1259, 1209, 1273]
article-text: παρουσιασθεὶς χθὲς εἰς τὴν διεύθυνσιν τῆς ἀστυνομίας ἀνέφερεν, ὅτι χθὲς τὴν πρωΐαν ἐξελθὼν τοῦ οἴκου του διὰ τὴν ὑπηρεσίαν ἐπέστρεψε καὶ εὗρε τὴν θύραν ἀνοικτὴν καὶ ἔλειπον ἐκ τοῦ σκευῶν κοσμήματα καὶ διάφορα ἀντικείμενα ἀξίας 300 δραχμῶν. Ἡ ἀστυνομία ἐνεργεῖ ἀνακρίσεις. bbox=[1050, 455, 1314, 556]
loutraki-water-heading: ΥΔΩΡ ΛΟΥΤΡΑΚΙΟΥ bbox=[795, 1226, 999, 1249]
article-text: Ἡ ὑγιεινὴ τοῦ στόματος καὶ τῶν ὀδόντων ἥτις ἔπρεπε νὰ εἶνε τὸ σπουδαιότερον μέλημα παντὸς ἀνθρώπου, εἶνε λίαν παρημελημένη παρ' ἡμῖν. Καθ' ἑκάστην ὑφιστάμεθα τὰς συνεπείας τῆς παραμελήσεως ταύτης. bbox=[1334, 590, 1565, 675]
item-value: 198.— bbox=[420, 415, 453, 427]
tolstoy-heading: ΚΑΙ Ο Τ. ΛΟΣΤΟΗ bbox=[497, 295, 722, 320]
article-text: Χθὲς μ. μ. τὸ Ἰατροσυνέδριον συνελθὸν εἰς τακτικὴν συνεδρίασιν καὶ λαβὸν ὑπ' ὄψει ὅτι ἐν Κων)πόλει οὐδεμία νέα κατάστασις εἶνε ἀρίστη, διότι ἀφ' ἑνὸς μὲν οὐδὲν νέον πανωλικὸν κρούσμα ἐσημειώθη, ἀφ' ἑτέρου δὲ οἱ πανωλόβληχοι εὑρίσκονται εἰς ἀνάρρωσιν εὐνοούμεναι, ἀπεφάσισε: 1) Νὰ ἐλαττωθῇ εἰς 48ωρον ἡ πενθήμερος πραγματικὴ κάθαρσις ἡ ἐπιβαλλομένη εἰς τὰς ἐκ Κων)πόλεως προελεύσεις. 2) Νὰ ἀρθῇ ἐντελῶς ἡ διατηρουμένη ἀπλῆ ἰατρικὴ ἐπίσκεψις. 3) Ἡ ἀπαγόρευσις τῆς ἐκ Κων)πόλεως εἰσαγωγῆς ἐμπορευμάτων θέλει ἐξακολουθῇ ἰσχύουσα. bbox=[187, 1077, 455, 1264]
article-text: ΚΩΝ)ΠΟΛΙΣ, 6 Αὐγούστου (δι' ἐμμέσου ὁδοῦ). Ἐπέτρεψαν δαλὶ ὁτοῖς καὶ εἴκοσι ὑπαλλήλοις τῶν Ἀγκυρέων, ἀποδιωχθέντες εἰς Ἀραβίαν ὡς ἔνοχοι τῆς πτωχίας τοῦ Γιλδίζ, ἀνεκλήθησαν. bbox=[187, 1419, 455, 1475]
fx-header: Τρίμηνον bbox=[317, 562, 394, 576]
fx-currency: Ἐπὶ Γαλλίας Δρ. bbox=[188, 576, 318, 590]
item-name: Ἀεριόφωτος Ἀθηνῶν bbox=[189, 478, 293, 489]
item-name: Εἰκοσάφραγκον μετρητοῖς Δρ. bbox=[189, 524, 343, 535]
article-text: Καὶ καταλήγει ὁ Μιχαηλόβσκης: «Θὰ ἐπιδοκιμάσῃ ὁ Τολστόη τοὺς πόθους ὅπως ἀποτινάξωμεν τὸν ζυγόν; Τὸ Ἐλπίζομεν... bbox=[475, 517, 744, 559]
item-value: 3805.— bbox=[414, 258, 453, 269]
company-row bbox=[187, 441, 455, 454]
item-value: 21.75 bbox=[424, 524, 453, 535]
seizure-heading: Η ΚΑΤΑΛΗΨΙΣ bbox=[517, 566, 702, 592]
divider bbox=[187, 651, 455, 653]
byline: (Ἰδιαίτερον τηλεγράφ. «Σκρίπ») bbox=[520, 962, 699, 975]
article-text: Ὁ εὐδοκιμώτατος ἐπίσκοπος Πύργου ἐπανῆλθεν ἐκ τῆς περιοδείας του ἀναχωρήσας τῇ παρελθούσῃ Κυριακῇ. bbox=[1050, 1438, 1314, 1481]
article-text: Ἐκλείσθησαν χθὲς οἱ γάμοι τοῦ κ. Ἰωάννου Ἰωσὴφ μετὰ τῆς δεσποσύνης Ἑλένης Σαρμίτσου ἐκ Κορίνθου. Τοῖς μελλονύμφοις εὐχόμεθα βίον εὐτυχῆ. bbox=[1050, 1487, 1314, 1544]
masthead: ΣΚΡΙΠ bbox=[737, 139, 857, 169]
item-name: Προσκ. Σιδ. Ἀθηνῶν Πειραιῶς bbox=[189, 453, 344, 464]
byline: (Ἰδιαίτερον τηλεγράφημα «Σκρίπ») bbox=[511, 1363, 708, 1377]
column-2 bbox=[465, 189, 752, 2284]
item-value: 230.— bbox=[420, 320, 453, 332]
fx-sight: 168.50 bbox=[394, 604, 454, 618]
article-text: Ἐκ τοῦ Πύργου 8 μ. μ. Διὰ Μαραθώνα, Κηφισσιάν, Τατοΐ 6 π. μ. Διὰ Σμύρνην, Κωνσταντινούπολιν 8 π. μ. Διὰ Εὐρώπην ἀνεχώρησαν κατὰ τὴν προσεχῆ Τετάρτην 11 π. μ. Φίλιππι 11 π. μ. Λευκὸ Σάββατον 11 π. μ. Πλοῖο. bbox=[1050, 1102, 1314, 1187]
theatre-listing: ΝΕΑΠΟΛΕΩΣ. Ἡ ἀνεβλήθεισα χθεσινὴ παράστασις θέλει δοθῇ σήμερον. bbox=[1050, 1225, 1314, 1253]
item-value: 24.65 bbox=[424, 549, 453, 560]
fx-three-month: — bbox=[317, 632, 394, 646]
english-language-heading: Η ΑΓΓΛΙΚΗ ΓΛΩΣΣΑ bbox=[481, 886, 738, 910]
bank-row bbox=[187, 283, 455, 296]
